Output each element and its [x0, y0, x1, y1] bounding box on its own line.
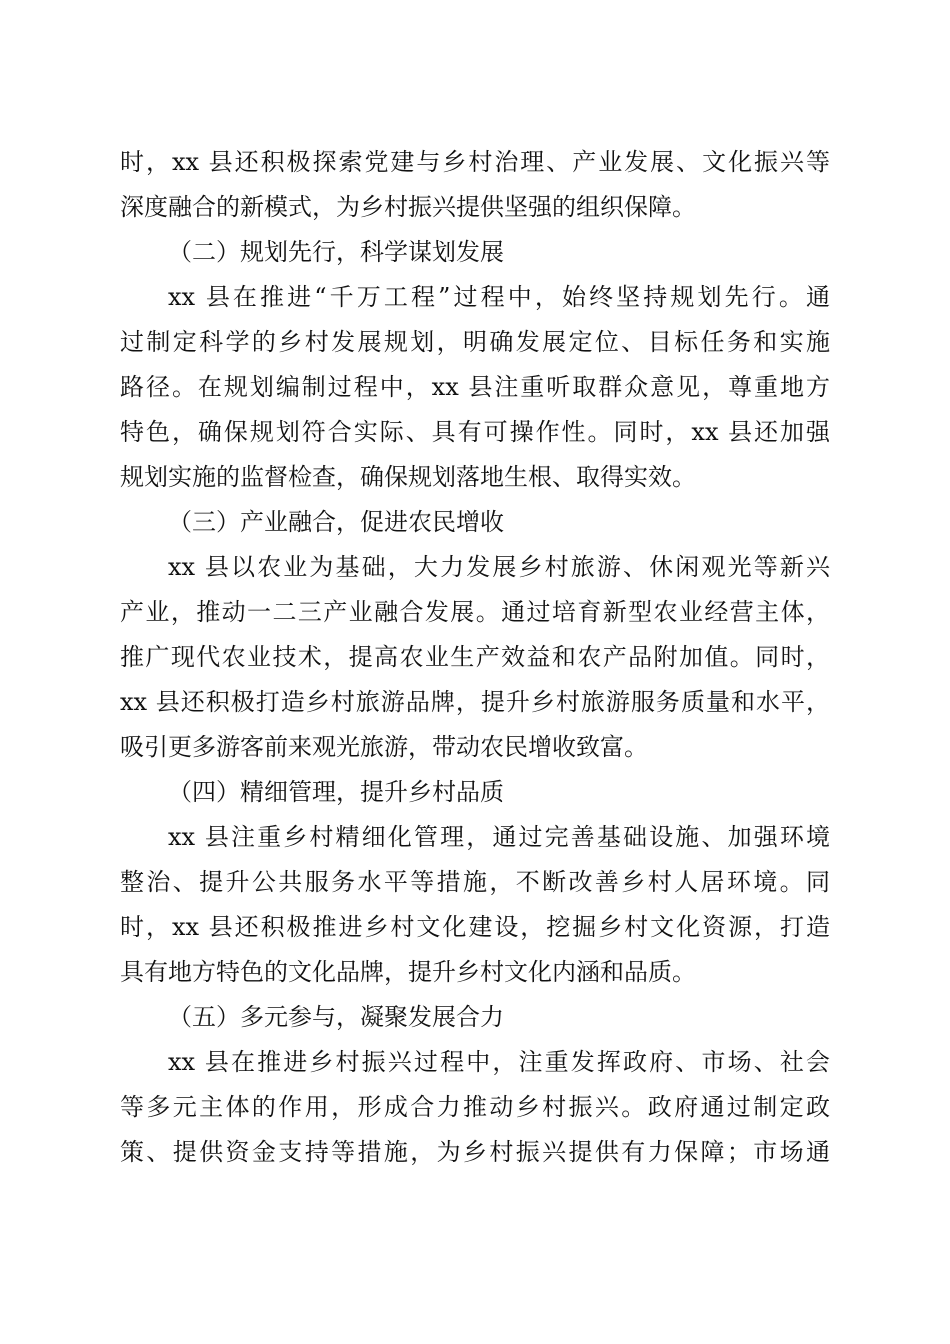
text-line: 等多元主体的作用，形成合力推动乡村振兴。政府通过制定政 [120, 1093, 830, 1121]
section-heading-2: （二）规划先行，科学谋划发展 [168, 238, 504, 266]
paragraph [120, 1040, 830, 1085]
text-line: 具有地方特色的文化品牌，提升乡村文化内涵和品质。 [120, 958, 696, 986]
text-line: xx 县在推进乡村振兴过程中，注重发挥政府、市场、社会 [168, 1048, 830, 1076]
paragraph-continued [120, 590, 830, 770]
text-line: 深度融合的新模式，为乡村振兴提供坚强的组织保障。 [120, 193, 696, 221]
section-heading-3: （三）产业融合，促进农民增收 [168, 508, 504, 536]
text-line: 路径。在规划编制过程中，xx 县注重听取群众意见，尊重地方 [120, 373, 830, 401]
paragraph [120, 275, 830, 320]
text-line: 策、提供资金支持等措施，为乡村振兴提供有力保障；市场通 [120, 1138, 830, 1166]
paragraph-continued [120, 1085, 830, 1175]
text-line: 时，xx 县还积极推进乡村文化建设，挖掘乡村文化资源，打造 [120, 913, 830, 941]
paragraph [120, 815, 830, 860]
paragraph [120, 140, 830, 230]
text-line: 规划实施的监督检查，确保规划落地生根、取得实效。 [120, 463, 696, 491]
text-line: 整治、提升公共服务水平等措施，不断改善乡村人居环境。同 [120, 868, 830, 896]
text-line: 时，xx 县还积极探索党建与乡村治理、产业发展、文化振兴等 [120, 148, 830, 176]
text-line: 推广现代农业技术，提高农业生产效益和农产品附加值。同时， [120, 643, 830, 671]
paragraph-continued [120, 320, 830, 500]
paragraph-continued [120, 860, 830, 995]
text-line: xx 县注重乡村精细化管理，通过完善基础设施、加强环境 [168, 823, 830, 851]
text-line: xx 县以农业为基础，大力发展乡村旅游、休闲观光等新兴 [168, 553, 830, 581]
paragraph [120, 545, 830, 590]
section-heading-4: （四）精细管理，提升乡村品质 [168, 778, 504, 806]
text-line: 吸引更多游客前来观光旅游，带动农民增收致富。 [120, 733, 648, 761]
section-heading-5: （五）多元参与，凝聚发展合力 [168, 1003, 504, 1031]
text-line: 特色，确保规划符合实际、具有可操作性。同时，xx 县还加强 [120, 418, 830, 446]
text-line: xx 县还积极打造乡村旅游品牌，提升乡村旅游服务质量和水平， [120, 688, 830, 716]
text-line: 产业，推动一二三产业融合发展。通过培育新型农业经营主体， [120, 598, 830, 626]
document-page [120, 140, 830, 1175]
text-line: 过制定科学的乡村发展规划，明确发展定位、目标任务和实施 [120, 328, 830, 356]
text-line: xx 县在推进“千万工程”过程中，始终坚持规划先行。通 [168, 283, 830, 311]
